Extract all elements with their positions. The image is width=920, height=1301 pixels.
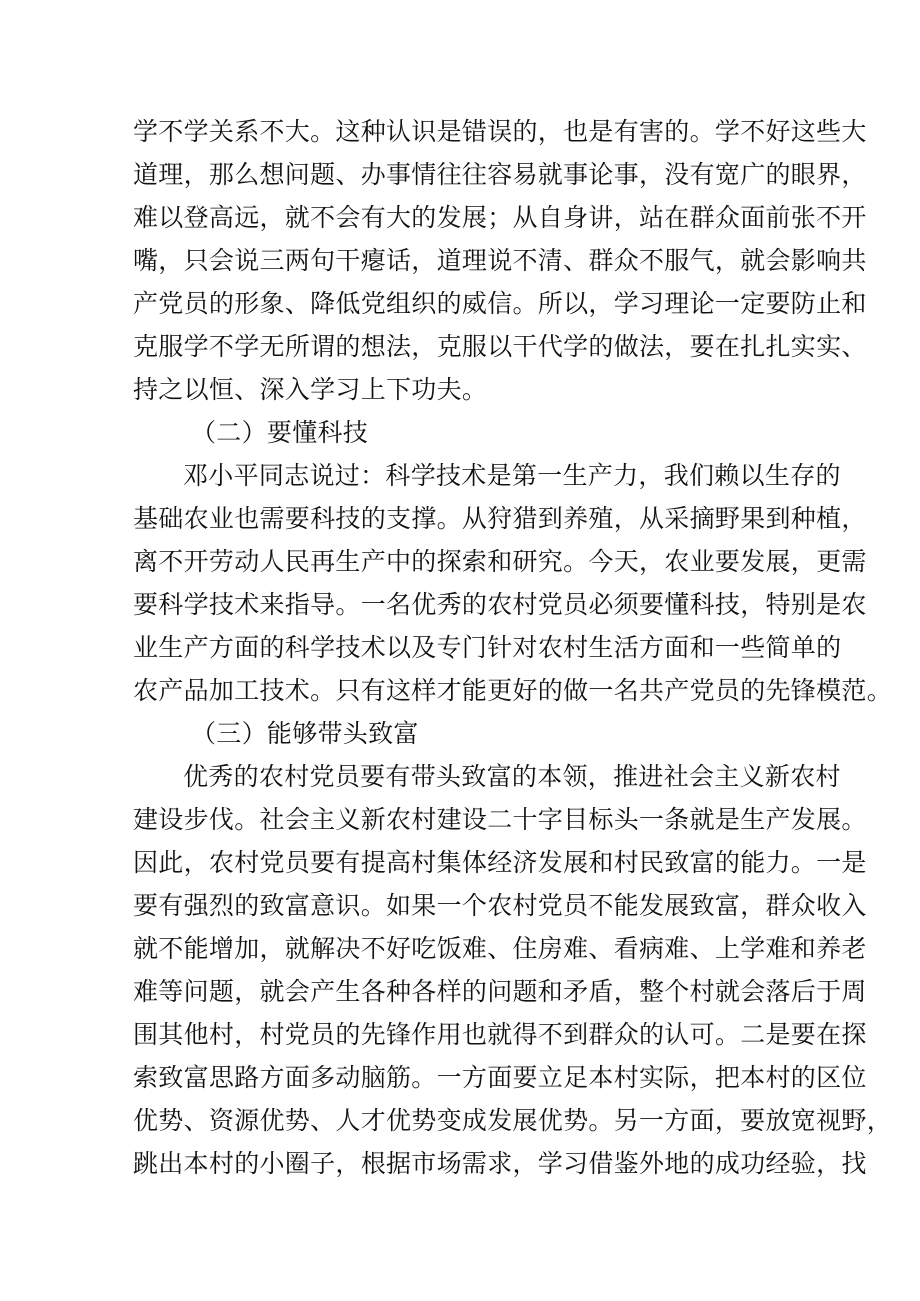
body-text-line: 农产品加工技术。只有这样才能更好的做一名共产党员的先锋模范。 [133, 676, 893, 705]
paragraph-first-line: 邓小平同志说过：科学技术是第一生产力，我们赖以生存的 [183, 461, 841, 490]
body-text-line: 业生产方面的科学技术以及专门针对农村生活方面和一些简单的 [133, 633, 842, 662]
body-text-line: 要有强烈的致富意识。如果一个农村党员不能发展致富，群众收入 [133, 891, 867, 920]
body-text-line: 基础农业也需要科技的支撑。从狩猎到养殖，从采摘野果到种植， [133, 504, 867, 533]
body-text-line: 跳出本村的小圈子，根据市场需求，学习借鉴外地的成功经验，找 [133, 1149, 867, 1178]
body-text-line: 索致富思路方面多动脑筋。一方面要立足本村实际，把本村的区位 [133, 1063, 867, 1092]
body-text-line: 嘴，只会说三两句干瘪话，道理说不清、群众不服气，就会影响共 [133, 246, 867, 275]
paragraph-first-line: 优秀的农村党员要有带头致富的本领，推进社会主义新农村 [183, 762, 841, 791]
body-text-line: 优势、资源优势、人才优势变成发展优势。另一方面，要放宽视野， [133, 1106, 893, 1135]
body-text-line: 持之以恒、深入学习上下功夫。 [133, 375, 488, 404]
body-text-line: 道理，那么想问题、办事情往往容易就事论事，没有宽广的眼界， [133, 160, 867, 189]
body-text-line: 产党员的形象、降低党组织的威信。所以，学习理论一定要防止和 [133, 289, 867, 318]
section-heading-3: （三）能够带头致富 [191, 719, 419, 748]
section-heading-2: （二）要懂科技 [191, 418, 369, 447]
body-text-line: 克服学不学无所谓的想法，克服以干代学的做法，要在扎扎实实、 [133, 332, 867, 361]
body-text-line: 难等问题，就会产生各种各样的问题和矛盾，整个村就会落后于周 [133, 977, 867, 1006]
body-text-line: 因此，农村党员要有提高村集体经济发展和村民致富的能力。一是 [133, 848, 867, 877]
body-text-line: 围其他村，村党员的先锋作用也就得不到群众的认可。二是要在探 [133, 1020, 867, 1049]
body-text-line: 难以登高远，就不会有大的发展；从自身讲，站在群众面前张不开 [133, 203, 867, 232]
body-text-line: 学不学关系不大。这种认识是错误的，也是有害的。学不好这些大 [133, 117, 867, 146]
body-text-line: 就不能增加，就解决不好吃饭难、住房难、看病难、上学难和养老 [133, 934, 867, 963]
body-text-line: 建设步伐。社会主义新农村建设二十字目标头一条就是生产发展。 [133, 805, 867, 834]
body-text-line: 要科学技术来指导。一名优秀的农村党员必须要懂科技，特别是农 [133, 590, 867, 619]
body-text-line: 离不开劳动人民再生产中的探索和研究。今天，农业要发展，更需 [133, 547, 867, 576]
